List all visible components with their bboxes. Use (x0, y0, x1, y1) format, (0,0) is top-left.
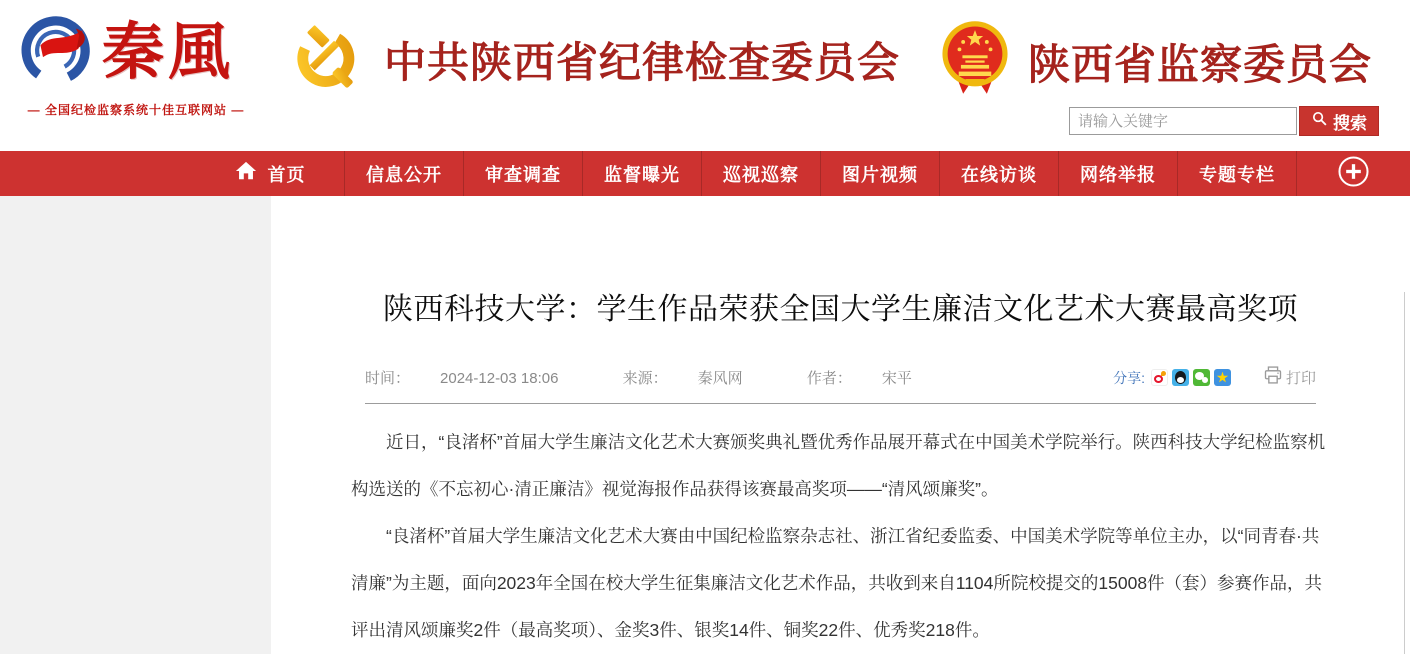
site-logo-text: 秦風 (102, 18, 235, 87)
nav-item-review-investigation[interactable] (463, 151, 582, 196)
national-emblem-icon (938, 18, 1012, 105)
nav-item-inspection-tours[interactable] (701, 151, 820, 196)
search-bar (1069, 106, 1379, 136)
page-header (0, 0, 1410, 151)
nav-label: 网络举报 (1080, 164, 1156, 185)
search-input[interactable] (1069, 107, 1297, 135)
nav-item-supervision-exposure[interactable] (582, 151, 701, 196)
article-paragraph: “良渚杯”首届大学生廉洁文化艺术大赛由中国纪检监察杂志社、浙江省纪委监委、中国美术学院等单位主办，以“同青春·共清廉”为主题，面向2023年全国在校大学生征集廉洁文化艺术作品，共收到来自1104所院校提交的15008件（套）参赛作品，共评出清风颂廉奖2件（最高奖项）、金奖3件、银奖14件、铜奖22件、优秀奖218件。 (351, 526, 1323, 640)
article-title: 陕西科技大学：学生作品荣获全国大学生廉洁文化艺术大赛最高奖项 (383, 293, 1298, 326)
nav-label: 图片视频 (842, 164, 918, 185)
qzone-icon[interactable] (1214, 369, 1231, 386)
nav-label: 首页 (267, 164, 306, 185)
printer-icon (1263, 365, 1283, 390)
meta-author: 作者： 宋平 (806, 370, 912, 387)
nav-label: 审查调查 (485, 164, 561, 185)
magnifier-icon (1311, 110, 1328, 132)
left-gutter (0, 196, 271, 654)
nav-label: 专题专栏 (1199, 164, 1275, 185)
supervisory-banner (938, 18, 1372, 105)
article-paragraph: 近日，“良渚杯”首届大学生廉洁文化艺术大赛颁奖典礼暨优秀作品展开幕式在中国美术学院举行。陕西科技大学纪检监察机构选送的《不忘初心·清正廉洁》视觉海报作品获得该赛最高奖项——“清风颂廉奖”。 (351, 432, 1326, 499)
article-meta (365, 367, 972, 388)
share-label: 分享: (1113, 369, 1145, 386)
share-icons (1151, 369, 1231, 386)
article-container (271, 196, 1410, 654)
page-right-edge (1404, 292, 1405, 654)
site-tagline: — 全国纪检监察系统十佳互联网站 — (27, 103, 245, 117)
nav-label: 在线访谈 (961, 164, 1037, 185)
nav-item-photos-videos[interactable] (820, 151, 939, 196)
commission-title: 中共陕西省纪律检查委员会 (384, 40, 901, 87)
share-print-bar (1113, 365, 1316, 390)
search-button[interactable] (1299, 106, 1379, 136)
party-emblem-icon (292, 18, 364, 101)
print-button[interactable] (1263, 365, 1316, 390)
nav-item-info-disclosure[interactable] (344, 151, 463, 196)
qq-icon[interactable] (1172, 369, 1189, 386)
article-body (351, 419, 1330, 654)
nav-label: 巡视巡察 (723, 164, 799, 185)
search-button-label: 搜索 (1333, 113, 1367, 133)
nav-more-button[interactable] (1296, 151, 1410, 196)
nav-item-special-columns[interactable] (1177, 151, 1296, 196)
nav-label: 监督曝光 (604, 164, 680, 185)
article-meta-bar (365, 365, 1316, 404)
plus-icon (1337, 155, 1370, 193)
wechat-icon[interactable] (1193, 369, 1210, 386)
print-label: 打印 (1285, 370, 1316, 387)
site-logo[interactable] (16, 10, 266, 118)
nav-item-online-interviews[interactable] (939, 151, 1058, 196)
supervisory-title: 陕西省监察委员会 (1028, 42, 1373, 89)
nav-item-online-reporting[interactable] (1058, 151, 1177, 196)
home-icon (235, 160, 257, 187)
content-area (0, 196, 1410, 654)
nav-item-home[interactable] (196, 151, 344, 196)
commission-banner (292, 18, 900, 101)
qinfeng-emblem-icon (16, 10, 102, 95)
main-nav (0, 151, 1410, 196)
meta-source: 来源： 秦风网 (622, 370, 743, 387)
meta-time: 时间： 2024-12-03 18:06 (365, 370, 559, 387)
weibo-icon[interactable] (1151, 369, 1168, 386)
nav-label: 信息公开 (366, 164, 442, 185)
